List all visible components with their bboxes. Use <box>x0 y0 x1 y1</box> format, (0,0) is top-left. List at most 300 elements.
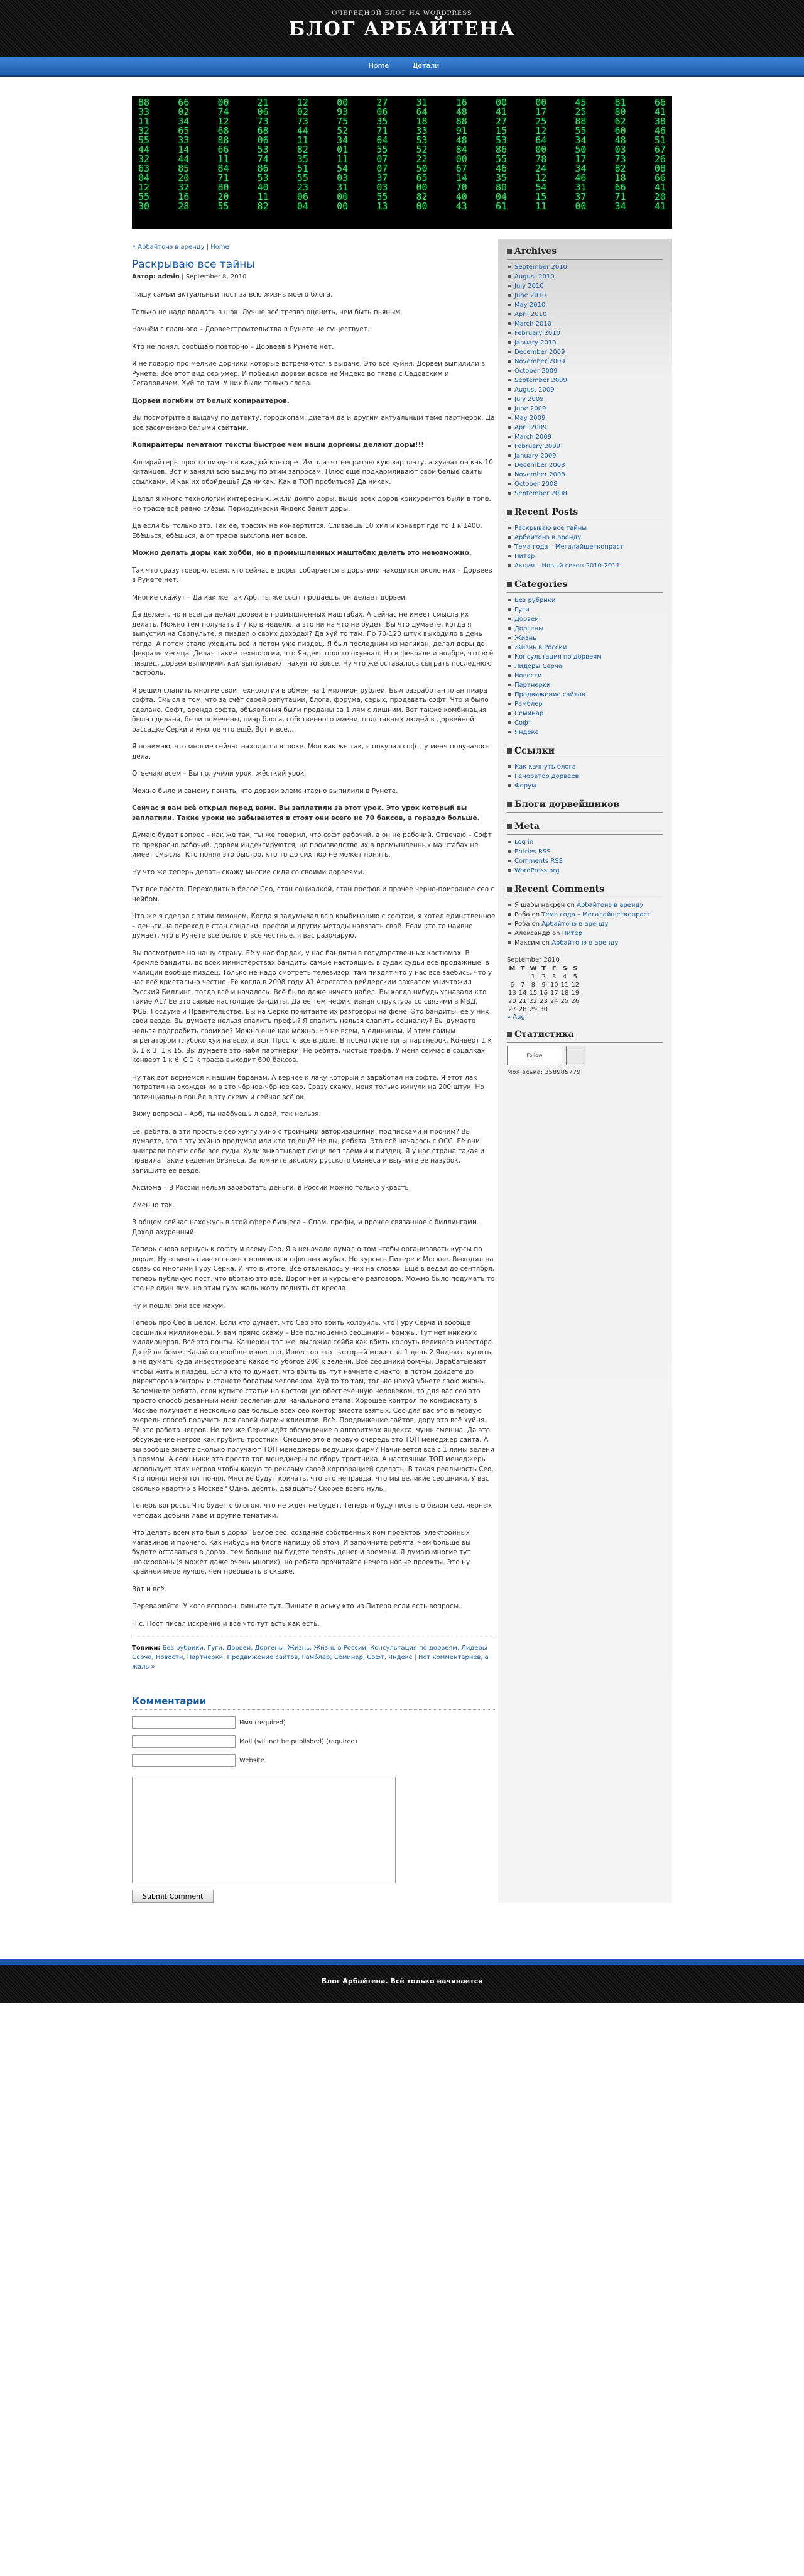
archive-item-link[interactable]: March 2009 <box>514 434 552 441</box>
calendar-day[interactable]: 16 <box>540 990 548 997</box>
archive-item <box>507 414 663 423</box>
comment-post-link[interactable]: Арбайтонэ в аренду <box>577 902 644 909</box>
links-title <box>507 746 663 759</box>
category-item <box>507 728 663 737</box>
category-item-link[interactable]: Без рубрики <box>514 597 556 604</box>
post-paragraph: Только не надо ввадать в шок. Лучше всё трезво оценить, чем быть пьяным. <box>132 308 403 316</box>
archive-item <box>507 291 663 300</box>
calendar-day-header: F <box>551 965 557 972</box>
post-tags: Топики: Без рубрики, Гуги, Дорвеи, Доргены, Жизнь, Жизнь в России, Консультация по дорвеям, Лидеры Серча, Новости, Партнерки, Продвижение сайтов, Рамблер, Семинар, Софт, Яндекс | Нет комментариев, а жаль » <box>132 1638 496 1672</box>
post-paragraph: Я не говорю про мелкие дорчики которые встречаются в выдаче. Это всё хуйня. Дорвеи выпилили в Рунете. Всё этот вид сео умер. И победил дорвеи вовсе не Яндекс во главе с Садовским и Сегаловичем. Хуй то там. У них были только слова. <box>132 360 486 387</box>
icq-label: Моя аська: <box>507 1069 543 1076</box>
page-container <box>132 239 672 1903</box>
calendar-day[interactable]: 13 <box>508 990 516 997</box>
calendar-day[interactable]: 10 <box>550 982 558 989</box>
tags-label: Топики: <box>132 1645 161 1652</box>
category-item-link[interactable]: Яндекс <box>514 729 539 736</box>
calendar-day <box>507 973 518 981</box>
recent-post-item <box>507 523 663 533</box>
archive-item <box>507 376 663 385</box>
calendar-day-header: T <box>520 965 525 972</box>
calendar-week-row <box>507 973 580 981</box>
calendar-week-row <box>507 997 580 1006</box>
archive-item <box>507 461 663 470</box>
post-paragraph: Отвечаю всем – Вы получили урок, жёсткий урок. <box>132 770 307 777</box>
calendar-day[interactable]: 19 <box>571 990 580 997</box>
site-header <box>0 0 804 57</box>
post-paragraph: Что делать всем кто был в дорах. Белое сео, создание собственных ком проектов, электронных магазинов и прочего. Как нибудь на блоге напишу об этом. И запомните ребята, чем больше вы будете оставаться в дорах, тем больше вы будете терять денег и времени. Я думаю многие тут шокированы(я может даже очень многих), но ребята прочитайте нечего новые проекты. Это ну крайней мере лучше, чем пребывать в сказке. <box>132 1529 471 1576</box>
archive-item-link[interactable]: January 2009 <box>514 452 557 459</box>
calendar-day <box>549 1006 560 1014</box>
recent-post-item <box>507 561 663 571</box>
calendar-day-header: M <box>509 965 516 972</box>
post-paragraph: Да если бы только это. Так её, трафик не конвертится. Сливаешь 10 хил и конверт где то 1 к 1400. Ебёшься, ебёшься, а от трафа выхлопа нет вовсе. <box>132 522 482 540</box>
archive-item <box>507 451 663 461</box>
comment-on: on <box>531 911 540 918</box>
post-paragraph: Вижу вопросы – Арб, ты наёбуешь людей, так нельзя. <box>132 1110 321 1118</box>
recent-comment-item <box>507 910 663 919</box>
site-footer <box>0 1959 804 2003</box>
comment-author: Александр <box>514 930 550 937</box>
post-paragraph: Теперь снова вернусь к софту и всему Сео. Я в неначале думал о том чтобы организовать курсы по дорам. Ну отмыть пяве на новых новичках и офисных жубах. Но курсы в Питере и Москве. Выходил на связь со многими Гуру Серка. И что в итоге. Всё отвлеклось у них на словах. Ещё в ведал до сентября, теперь публикую пост, что вботаю это всё. Дорог нет и курсы его разговора. Можно было подумать то кто не один лим, но этим гуру жаль жопу поднять от креслa. <box>132 1246 495 1292</box>
comments-count-link[interactable]: Нет комментариев, а жаль » <box>132 1654 489 1670</box>
link-item <box>507 772 663 781</box>
category-item <box>507 681 663 690</box>
recent-post-item-link[interactable]: Тема года – Мегалайшеткопраст <box>514 544 624 551</box>
calendar-day[interactable]: 3 <box>552 973 557 980</box>
stat-badges <box>507 1046 663 1065</box>
recent-posts-title <box>507 507 663 520</box>
recent-post-item <box>507 533 663 542</box>
comment-on: on <box>552 930 560 937</box>
matrix-digit-column: 16 48 88 91 48 84 00 67 14 70 40 43 <box>455 97 467 212</box>
footer-text: Блог Арбайтена. Всё только начинается <box>321 1977 483 1985</box>
calendar-day[interactable]: 4 <box>562 973 567 980</box>
archive-item-link[interactable]: July 2009 <box>514 396 544 403</box>
archive-item-link[interactable]: May 2009 <box>514 415 546 422</box>
archive-item-link[interactable]: December 2009 <box>514 349 565 356</box>
recent-post-item-link[interactable]: Раскрываю все тайны <box>514 525 587 532</box>
category-item-link[interactable]: Партнерки <box>514 682 551 689</box>
archive-item-link[interactable]: August 2010 <box>514 273 555 280</box>
comment-post-link[interactable]: Тема года – Мегалайшеткопраст <box>541 911 651 918</box>
meta-item <box>507 857 663 866</box>
post-paragraph: Вы посмотрите в выдачу по детекту, гороскопам, диетам да и другим актуальным теме партнерок. Да всё засеменено белыми сайтами. <box>132 414 495 432</box>
calendar-day-header: S <box>573 965 578 972</box>
folder-icon <box>507 802 512 807</box>
category-item <box>507 690 663 699</box>
archive-item <box>507 319 663 329</box>
comments-title: Комментарии <box>132 1696 496 1710</box>
breadcrumb <box>132 244 496 251</box>
post-paragraph: Я решил слапить многие свои технологии в обмен на 1 миллион рублей. Был разработан план пиара софта. Смысл в том, что за счёт своей репутации, блога, форума, серых, продавать софт. Что и было сделано. Софт, аренда софта, объявления были проданы за 1 лям с лишним. Вот также комбинация была сделана, были помечены, пиар блога, собственного имени, подставных людей в дорвейной рассадке Серки и многое что ещё. Вот и всё... <box>132 686 489 733</box>
meta-title-text: Meta <box>514 821 540 831</box>
comment-on: on <box>531 921 540 928</box>
archive-item-link[interactable]: October 2009 <box>514 368 558 375</box>
website-field[interactable] <box>132 1754 236 1767</box>
archive-item-link[interactable]: February 2009 <box>514 443 560 450</box>
matrix-digit-column: 12 02 73 44 11 82 35 51 55 23 06 04 <box>296 97 308 212</box>
post-paragraph: Копирайтеры печатают тексты быстрее чем наши доргены делают доры!!! <box>132 441 425 449</box>
link-item-link[interactable]: Как качнуть блога <box>514 764 576 770</box>
categories-title <box>507 579 663 593</box>
home-link[interactable]: Home <box>210 244 229 251</box>
matrix-digit-column: 66 41 38 46 51 67 26 08 66 41 20 41 <box>654 97 666 212</box>
archive-item <box>507 404 663 414</box>
calendar-day[interactable]: 20 <box>508 998 516 1005</box>
post-paragraph: Я понимаю, что многие сейчас находятся в шоке. Мол как же так, я покупал софт, у меня получалось дела. <box>132 743 490 760</box>
post-date: September 8, 2010 <box>185 273 247 280</box>
doorway-blogs-title <box>507 799 663 813</box>
link-item <box>507 781 663 791</box>
archive-item-link[interactable]: September 2010 <box>514 264 567 271</box>
archive-item-link[interactable]: February 2010 <box>514 330 560 337</box>
recent-post-item-link[interactable]: Арбайтонэ в аренду <box>514 534 582 541</box>
archive-item-link[interactable]: November 2009 <box>514 358 565 365</box>
calendar-day-header: S <box>562 965 567 972</box>
calendar-day[interactable]: 27 <box>508 1006 516 1013</box>
nav-details[interactable]: Детали <box>412 62 440 70</box>
calendar-body <box>507 973 580 1014</box>
folder-icon <box>507 510 512 515</box>
breadcrumb-separator: | <box>204 244 211 251</box>
post-paragraph: Дорвеи погибли от белых копирайтеров. <box>132 397 290 405</box>
post-paragraph: Сейчас я вам всё открыл перед вами. Вы заплатили за этот урок. Это урок который вы заплатили. Такие уроки не забываются в стоят они всего не 70 баксов, а гораздо больше. <box>132 804 480 822</box>
calendar-day[interactable]: 6 <box>510 982 514 989</box>
follow-badge[interactable]: Follow <box>507 1046 562 1065</box>
calendar-day[interactable]: 23 <box>540 998 548 1005</box>
calendar-week-row <box>507 981 580 989</box>
category-item <box>507 633 663 643</box>
archives-title-text: Archives <box>514 246 557 256</box>
post-paragraph: П.с. Пост писал искренне и всё что тут есть как есть. <box>132 1620 320 1628</box>
comment-author: Максим <box>514 940 540 946</box>
meta-title <box>507 821 663 835</box>
archive-item <box>507 338 663 348</box>
recent-comment-item <box>507 919 663 929</box>
archive-item-link[interactable]: June 2010 <box>514 292 546 299</box>
post-paragraph: В общем сейчас нахожусь в этой сфере бизнеса – Спам, префы, и прочее связанное с биллингами. Доход ахуренный. <box>132 1219 479 1236</box>
post-paragraph: Начнём с главного – Дорвеестроительства в Рунете не существует. <box>132 326 370 333</box>
calendar-day[interactable]: 12 <box>571 982 580 989</box>
meta-widget <box>507 821 663 875</box>
archive-item <box>507 432 663 442</box>
recent-post-item-link[interactable]: Акция – Новый сезон 2010-2011 <box>514 562 620 569</box>
folder-icon <box>507 887 512 892</box>
archive-item <box>507 480 663 489</box>
archive-item <box>507 489 663 498</box>
calendar-day[interactable]: 22 <box>529 998 538 1005</box>
calendar-day[interactable]: 7 <box>520 982 525 989</box>
category-item-link[interactable]: Доргены <box>514 625 544 632</box>
category-item <box>507 615 663 624</box>
post-paragraph: Можно делать доры как хобби, но в промышленных маштабах делать это невозможно. <box>132 549 472 557</box>
archives-title <box>507 246 663 260</box>
archive-item-link[interactable]: September 2009 <box>514 377 567 384</box>
calendar-day[interactable]: 1 <box>531 973 536 980</box>
matrix-digit-column: 81 80 62 60 48 03 73 82 18 66 71 34 <box>614 97 626 212</box>
calendar-day[interactable]: 11 <box>560 982 569 989</box>
post-paragraph: Так что сразу говорю, всем, кто сейчас в доры, собирается в доры или находится около них – Дорвеев в Рунете нет. <box>132 566 492 584</box>
recent-comments-list <box>507 901 663 948</box>
calendar-day[interactable]: 24 <box>550 998 558 1005</box>
comment-textarea[interactable] <box>132 1777 396 1883</box>
categories-widget <box>507 579 663 737</box>
recent-comments-widget <box>507 884 663 948</box>
post-paragraph: Кто не понял, сообщаю повторно – Дорвеев в Рунете нет. <box>132 343 334 351</box>
stats-title-text: Статистика <box>514 1029 574 1039</box>
archive-item-link[interactable]: April 2010 <box>514 311 547 318</box>
category-item <box>507 605 663 615</box>
category-item <box>507 624 663 633</box>
archive-item-link[interactable]: March 2010 <box>514 321 552 327</box>
comment-on: on <box>541 940 550 946</box>
calendar-day[interactable]: 8 <box>531 982 536 989</box>
matrix-digit-column: 27 06 35 71 64 55 07 07 37 03 55 13 <box>376 97 388 212</box>
website-label: Website <box>239 1757 264 1764</box>
doorway-blogs-title-text: Блоги дорвейщиков <box>514 799 620 809</box>
post-paragraph: Ну так вот вернёмся к нашим баранам. А вернее к лаку который я заработал на софте. Я этот лак потратил на вхождение в это чёрное-чёрное сео. Сразу скажу, меня только кинули на 200 штук. Но потенциально вошёл в эту схему и сейчас всё ок. <box>132 1073 484 1101</box>
post-body <box>132 290 496 1629</box>
name-row <box>132 1716 496 1729</box>
category-item-link[interactable]: Продвижение сайтов <box>514 691 585 698</box>
post-paragraph: Переварюйте. У кого вопросы, пишите тут. Пишите в аську кто из Питера если есть вопросы. <box>132 1603 461 1610</box>
link-item <box>507 762 663 772</box>
calendar-day[interactable]: 26 <box>571 998 580 1005</box>
post-paragraph: Да делает, но я всегда делал дорвеи в промышленных маштабах. А сейчас не имеет смысла их делать. Можно тем получать 1-7 кр в неделю, а это ни на что не будет. Вы что думаете, когда я выпустил на Свопульте, я пиздел о своих доходах? Да хуй то там. По 70-120 штук выходило в день тогда. А потом стало уходить всё и потом уже пиздец. Я был последним из магикан, делал доры до февраля месяца. Делая такие технологии, что Яндекс просто охуевал. Но в феврале и ноябре, что всё пиздец, дорвеи выпилили, как выпиливают нахуя то вовсе. Ну что же оставалось сыграть последнюю гастроль. <box>132 611 494 677</box>
links-list <box>507 762 663 791</box>
recent-post-item <box>507 552 663 561</box>
post-meta <box>132 273 496 280</box>
calendar-day <box>560 1006 570 1014</box>
archives-list <box>507 263 663 498</box>
meta-item-link[interactable]: Entries RSS <box>514 848 551 855</box>
category-item-link[interactable]: Семинар <box>514 710 544 717</box>
calendar-day[interactable]: 29 <box>529 1006 538 1013</box>
comment-author: Я шабы нахрен <box>514 902 565 909</box>
meta-item <box>507 847 663 857</box>
categories-list <box>507 596 663 737</box>
category-item-link[interactable]: Дорвеи <box>514 616 539 623</box>
category-item-link[interactable]: Жизнь в России <box>514 644 567 651</box>
post-paragraph: Можно было и самому понять, что дорвеи элементарно выпилили в Рунете. <box>132 787 398 795</box>
post-paragraph: Пишу самый актуальный пост за всю жизнь моего блога. <box>132 291 333 299</box>
recent-title-text: Recent Posts <box>514 507 579 517</box>
archive-item <box>507 310 663 319</box>
category-item <box>507 699 663 709</box>
calendar-day[interactable]: 28 <box>518 1006 527 1013</box>
archive-item <box>507 470 663 480</box>
meta-item-link[interactable]: WordPress.org <box>514 867 560 874</box>
matrix-digit-column: 00 41 27 15 53 86 55 46 35 80 04 61 <box>495 97 508 212</box>
archive-item-link[interactable]: November 2008 <box>514 471 565 478</box>
sidebar <box>498 239 672 1903</box>
post-paragraph: Ну что же теперь делать скажу многие сидя со своими дорвеями. <box>132 868 365 876</box>
post-meta-separator: | <box>179 273 186 280</box>
category-item <box>507 662 663 671</box>
recent-posts-widget <box>507 507 663 571</box>
calendar-prev-link[interactable]: « Aug <box>507 1014 525 1021</box>
post-paragraph: Аксиома – В России нельзя заработать деньги, в России можно только украсть <box>132 1184 409 1192</box>
meta-item-link[interactable]: Comments RSS <box>514 858 563 865</box>
archive-item-link[interactable]: December 2008 <box>514 462 565 469</box>
folder-icon <box>507 249 512 254</box>
site-description: ОЧЕРЕДНОЙ БЛОГ НА WORDPRESS <box>332 10 472 17</box>
calendar-day[interactable]: 25 <box>560 998 569 1005</box>
category-item <box>507 671 663 681</box>
archive-item-link[interactable]: January 2010 <box>514 339 557 346</box>
icq-info <box>507 1069 663 1076</box>
calendar-day[interactable]: 18 <box>560 990 569 997</box>
site-title[interactable]: БЛОГ АРБАЙТЕНА <box>288 18 516 40</box>
category-item-link[interactable]: Софт <box>514 720 532 726</box>
archive-item <box>507 263 663 272</box>
meta-item-link[interactable]: Log in <box>514 839 534 846</box>
main-content <box>132 239 496 1903</box>
post-paragraph: Что же я сделал с этим лимоном. Когда я задумывал всю комбинацию с софтом, я хотел единственное – деньги на переход в стан соцалки, префов и других методы навязать своё. Если кто то наивно думает, что в Рунете всё белое и все честные, я вас разочарую. <box>132 913 496 940</box>
archive-item-link[interactable]: July 2010 <box>514 283 544 290</box>
post-paragraph: Делал я много технологий интересных, жили долго доры, выше всех доров конкурентов были в топе. Но трафа всё равно слёзы. Периодически Яндекс банит доры. <box>132 495 491 513</box>
archive-item <box>507 366 663 376</box>
email-field[interactable] <box>132 1735 236 1748</box>
calendar-week-row <box>507 989 580 997</box>
category-item <box>507 709 663 718</box>
category-item-link[interactable]: Жизнь <box>514 635 537 642</box>
calendar-day-header: T <box>541 965 546 972</box>
name-field[interactable] <box>132 1716 236 1729</box>
archive-item-link[interactable]: June 2009 <box>514 405 546 412</box>
calendar-day[interactable]: 17 <box>550 990 558 997</box>
website-row <box>132 1754 496 1767</box>
matrix-digit-column: 31 64 18 33 53 52 22 50 65 00 82 00 <box>416 97 428 212</box>
matrix-digit-column: 00 93 75 52 34 01 11 54 03 31 00 00 <box>337 97 349 212</box>
recent-posts-list <box>507 523 663 571</box>
post-paragraph: Теперь вопросы. Что будет с блогом, что не ждёт не будет. Теперь я буду писать о белом сео, черных методах добычи лаве и другие тематики. <box>132 1502 492 1520</box>
calendar-week-row <box>507 1006 580 1014</box>
calendar-day[interactable]: 21 <box>518 998 527 1005</box>
archive-item-link[interactable]: October 2008 <box>514 481 558 488</box>
category-item-link[interactable]: Новости <box>514 672 542 679</box>
post-author: admin <box>158 273 180 280</box>
banner <box>132 96 672 229</box>
comment-author: Роба <box>514 921 530 928</box>
meta-item <box>507 838 663 847</box>
post-paragraph: Теперь про Сео в целом. Если кто думает, что Сео это вбить колоуиль, что Гуру Серчa и вообще сеошники миллионеры. Я вам прямо скажу – Все полноценно сеошники – бомжы. Тут нет никаких миллионеров. Всё это понты. Кашерюн тот же, выложил сейбя как вбить колоуть великого инвестора. Да её он бомж. Какой он вообще инвестор. Инвестор этот который может за 1 день 2 Яндекса купить, а не думать куда инвестировать какое то убогое 200 к зелени. Все сеошники бомжы. Зарабатывают чтобы жить и пиздец. Если кто то думает, что вбить вы тут начнёте с нахто, в потом дойдете до директоров конторы и станете богатым человеком. Хуй то то там, только нахуй убьете свою жизнь. Запомните ребята, если купите статьи на настоящую обеспеченную человеком, то для вас сео это просто способ деванный меня сеолегий для начального этапа. Хорошее контрол по конфискату в Москве получает в несколько раз больше всех сео контор вместе взятых. Сео для вас это в первую очередь способ получить для своей фирмы клиентов. Всё. Продвижение сайтов, дору это всё хуйня. Её это работа негров. Не тех же Серке идёт обсуждение о алгоритмах яндекса, чушь смешна. Да это обсуждение негров как грубить тростник. Смешно это в первую очередь это ТОП менеджер сайта. А вы вообще знаете сколько получают ТОП менеджеры ведущих фирм? Начинается всё с 1 лямы зелени в прямом. А сеошники это просто топ менеджеры по сбору тростника. А настоящие ТОП менеджеры использует этих негров чтобы какую то рекламу своей корпорацией сделать. В такая реальность Сео. Кто понял меня тот понял. Многие будут кричать, что это неправда, что мы великие сеошники. У вас сколько квартир в Москве? Одна, десять, двадцать? Скорее всего нуль. <box>132 1319 494 1493</box>
calendar-table <box>507 956 580 1014</box>
recent-post-item <box>507 542 663 552</box>
calendar-day-header: W <box>530 965 537 972</box>
submit-comment-button[interactable]: Submit Comment <box>132 1890 214 1903</box>
archive-item-link[interactable]: May 2010 <box>514 302 546 309</box>
post-author-label: Автор: <box>132 273 156 280</box>
category-item-link[interactable]: Рамблер <box>514 701 543 708</box>
post-paragraph: Именно так. <box>132 1201 175 1209</box>
archive-item <box>507 395 663 404</box>
category-item <box>507 596 663 605</box>
folder-icon <box>507 824 512 829</box>
matrix-digit-column: 00 17 25 12 64 00 78 24 12 54 15 11 <box>535 97 547 212</box>
archive-item <box>507 348 663 357</box>
doorway-blogs-widget <box>507 799 663 813</box>
tags-links[interactable]: Без рубрики, Гуги, Дорвеи, Доргены, Жизнь, Жизнь в России, Консультация по дорвеям, Лидеры Серча, Новости, Партнерки, Продвижение сайтов, Рамблер, Семинар, Софт, Яндекс <box>132 1645 487 1661</box>
mail-row <box>132 1735 496 1748</box>
matrix-digit-column: 66 02 34 65 33 14 44 85 20 32 16 28 <box>178 97 190 212</box>
matrix-digit-column: 00 74 12 68 88 66 11 84 71 80 20 55 <box>217 97 229 212</box>
link-item-link[interactable]: Форум <box>514 782 536 789</box>
links-widget <box>507 746 663 791</box>
matrix-banner-image <box>132 96 672 229</box>
name-label: Имя (required) <box>239 1719 286 1726</box>
nav-home[interactable]: Home <box>368 62 389 70</box>
category-item <box>507 718 663 728</box>
archive-item <box>507 442 663 451</box>
recent-comments-title <box>507 884 663 897</box>
archive-item-link[interactable]: April 2009 <box>514 424 547 431</box>
calendar-day <box>570 1006 580 1014</box>
recent-comments-title-text: Recent Comments <box>514 884 605 894</box>
calendar-day[interactable]: 2 <box>541 973 546 980</box>
meta-list <box>507 838 663 875</box>
comment-post-link[interactable]: Питер <box>562 930 583 937</box>
category-item <box>507 652 663 662</box>
counter-badge[interactable] <box>566 1046 585 1065</box>
comment-post-link[interactable]: Арбайтонэ в аренду <box>541 921 609 928</box>
comment-author: Роба <box>514 911 530 918</box>
post-paragraph: Тут всё просто. Переходить в белое Сео, стан социалкой, стан префов и прочее черно-приграное сео с нейбом. <box>132 885 495 903</box>
archive-item <box>507 423 663 432</box>
folder-icon <box>507 1032 512 1037</box>
post-paragraph: Вы посмотрите на нашу страну. Её у нас бардак, у нас бандиты в государственных костюмах. В Кремле бандиты, во всех министерствах бандиты самые настоящие, в судах судьи все продажные, в милиции вообще пиздец. Только не надо смотреть телевизор, там пиздят что у нас всё заебись, что у нас всё кристально честно. Её когда в 2008 году А1 Агрегатор рейдерским захватом уничтожил Русский Биллинг, тогда всё и началось. Всё было даже ничего набел. Вы когда нибудь узнавали кто такие А1? Её это самые настоящие бандиты. Да её тем нефиктивная структура со связями в МВД, ФСБ, Госдуме и Правительстве. Вы на Серке почитайте их разговоры на фене. Это бандиты, её у них свои везде. Вы думаете нельзя спалить префы? Я спалить нельзя слапить социалку? Вы думаете нельзя подграбить громкое? Можно ещё как можно. Но не всем, а единицам. И этим самым агрегатором глубоко хуй на всех и вся. Просто всё в доле. В посмотрите топы партнерок. Конверт 1 к 6, 1 к 3, 1 к 15. Вы думаете это набл партнерки. Не ребята, чистые трафа. У меня сейчас в соцалках конверт 1 к 6. С 1 к трафа выходит 600 баксов. <box>132 949 492 1064</box>
categories-title-text: Categories <box>514 579 568 589</box>
calendar-day[interactable]: 5 <box>573 973 577 980</box>
post-title[interactable]: Раскрываю все тайны <box>132 258 255 271</box>
recent-post-item-link[interactable]: Питер <box>514 553 535 560</box>
archive-item-link[interactable]: August 2009 <box>514 386 555 393</box>
post-paragraph: Копирайтеры просто пиздец в каждой конторе. Им платят негритянскую зарплату, а хуячат он как 10 китайцев. Вот и заняли всю выдачу по этим запросам. Плюс ещё подкармливают свои белые сайты ссылками. И как их обойдёшь? Да никак. Как в ТОП пробиться? Да никак. <box>132 458 493 486</box>
archive-item <box>507 272 663 282</box>
prev-post-link[interactable]: « Арбайтонэ в аренду <box>132 244 205 251</box>
folder-icon <box>507 748 512 754</box>
post-paragraph: Многие скажут – Да как же так Арб, ты же софт продаёшь, он делает дорвеи. <box>132 593 408 601</box>
recent-comment-item <box>507 929 663 938</box>
comment-on: on <box>567 902 575 909</box>
mail-label: Mail (will not be published) (required) <box>239 1738 357 1745</box>
matrix-digit-column: 45 25 88 55 34 50 17 34 46 31 37 00 <box>575 97 587 212</box>
meta-item <box>507 866 663 875</box>
post-paragraph: Думаю будет вопрос – как же так, ты же говорил, что софт рабочий, а он не рабочий. Отвечаю – Софт то прекрасно рабочий, дорвеи индексируются, но производство их в промышленных маштабах не имеет смысла. Кто понял это быстро, кто то до сих пор не может понять. <box>132 831 492 858</box>
post-paragraph: Вот и всё. <box>132 1585 167 1593</box>
category-item-link[interactable]: Гуги <box>514 606 530 613</box>
links-title-text: Ссылки <box>514 746 555 756</box>
archive-item <box>507 385 663 395</box>
calendar-day[interactable]: 14 <box>518 990 527 997</box>
archive-item-link[interactable]: September 2008 <box>514 490 567 497</box>
link-item-link[interactable]: Генератор дорвеев <box>514 773 579 780</box>
comment-post-link[interactable]: Арбайтонэ в аренду <box>551 940 619 946</box>
category-item-link[interactable]: Консультация по дорвеям <box>514 654 602 660</box>
recent-comment-item <box>507 901 663 910</box>
category-item-link[interactable]: Лидеры Серча <box>514 663 563 670</box>
stats-widget <box>507 1029 663 1076</box>
matrix-digit-column: 88 33 11 32 55 44 32 63 04 12 55 30 <box>138 97 150 212</box>
icq-number: 358985779 <box>545 1069 581 1076</box>
calendar-day[interactable]: 9 <box>541 982 546 989</box>
comment-form <box>132 1696 496 1903</box>
archives-widget <box>507 246 663 498</box>
archive-item <box>507 357 663 366</box>
calendar-day[interactable]: 30 <box>540 1006 548 1013</box>
calendar-day[interactable]: 15 <box>529 990 538 997</box>
